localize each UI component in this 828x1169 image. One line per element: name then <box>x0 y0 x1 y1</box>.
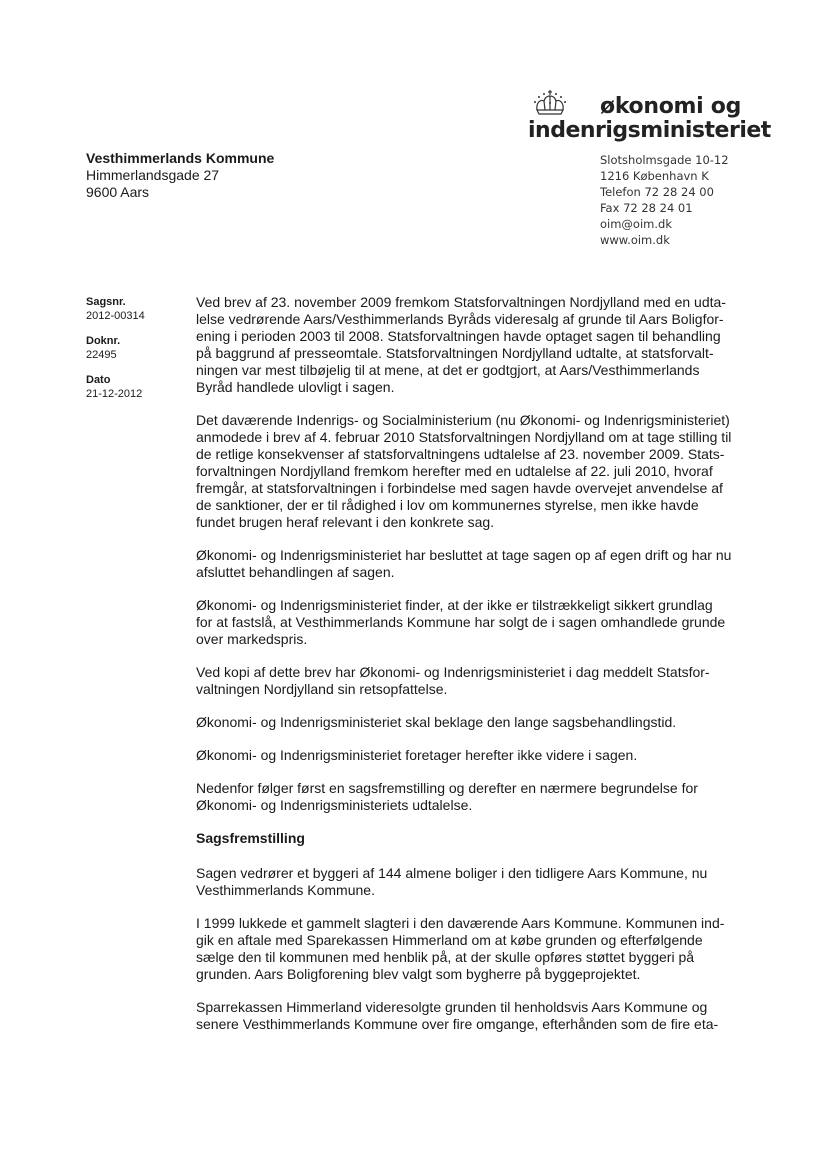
paragraph <box>196 999 736 1033</box>
text-line: valtningen Nordjylland sin retsopfattelse. <box>196 681 448 697</box>
logo-text-line1: økonomi og <box>600 94 742 119</box>
recipient-street: Himmerlandsgade 27 <box>86 167 220 183</box>
text-line: Økonomi- og Indenrigsministeriet foretager herefter ikke videre i sagen. <box>196 747 638 763</box>
section-heading: Sagsfremstilling <box>196 830 305 846</box>
text-line: grunden. Aars Boligforening blev valgt som bygherre på byggeprojektet. <box>196 966 641 982</box>
text-line: de sanktioner, der er til rådighed i lov om kommunernes styrelse, men ikke havde <box>196 497 699 513</box>
recipient-name: Vesthimmerlands Kommune <box>86 150 275 166</box>
text-line: over markedspris. <box>196 631 308 647</box>
logo-text-line2: indenrigsministeriet <box>528 118 771 143</box>
text-line: de retlige konsekvenser af statsforvaltningens udtalelse af 23. november 2009. Stats- <box>196 446 725 462</box>
sender-phone: Telefon 72 28 24 00 <box>600 185 714 199</box>
sender-fax: Fax 72 28 24 01 <box>600 201 693 215</box>
paragraph <box>196 547 736 581</box>
text-line: Sparrekassen Himmerland videresolgte grunden til henholdsvis Aars Kommune og <box>196 999 708 1015</box>
paragraph <box>196 714 736 731</box>
text-line: sælge den til kommunen med henblik på, at der skulle opføres støttet byggeri på <box>196 949 695 965</box>
text-line: Sagen vedrører et byggeri af 144 almene boliger i den tidligere Aars Kommune, nu <box>196 865 708 881</box>
sender-line: Slotsholmsgade 10-12 <box>600 153 729 167</box>
text-line: I 1999 lukkede et gammelt slagteri i den daværende Aars Kommune. Kommunen ind- <box>196 915 725 931</box>
text-line: lelse vedrørende Aars/Vesthimmerlands Byråds videresalg af grunde til Aars Boligfor- <box>196 311 724 327</box>
text-line: på baggrund af presseomtale. Statsforvaltningen Nordjylland udtalte, at statsforvalt- <box>196 345 714 361</box>
text-line: Økonomi- og Indenrigsministeriet finder, at der ikke er tilstrækkeligt sikkert grundlag <box>196 597 713 613</box>
text-line: fremgår, at statsforvaltningen i forbindelse med sagen havde overvejet anvendelse af <box>196 480 723 496</box>
text-line: fundet brugen heraf relevant i den konkrete sag. <box>196 514 495 530</box>
sender-website: www.oim.dk <box>600 233 670 247</box>
text-line: afsluttet behandlingen af sagen. <box>196 564 395 580</box>
crown-icon <box>532 88 568 118</box>
text-line: gik en aftale med Sparekassen Himmerland om at købe grunden og efterfølgende <box>196 932 703 948</box>
paragraph <box>196 915 736 983</box>
dato-value: 21-12-2012 <box>86 388 143 400</box>
text-line: anmodede i brev af 4. februar 2010 Statsforvaltningen Nordjylland om at tage stilling til <box>196 429 732 445</box>
text-line: senere Vesthimmerlands Kommune over fire omgange, efterhånden som de fire eta- <box>196 1016 719 1032</box>
text-line: Økonomi- og Indenrigsministeriets udtalelse. <box>196 797 473 813</box>
text-line: ningen var mest tilbøjelig til at mene, at det er godtgjort, at Aars/Vesthimmerlands <box>196 362 700 378</box>
recipient-address <box>86 150 274 201</box>
recipient-city: 9600 Aars <box>86 184 150 200</box>
text-line: Økonomi- og Indenrigsministeriet skal beklage den lange sagsbehandlingstid. <box>196 714 677 730</box>
paragraph <box>196 597 736 648</box>
text-line: Byråd handlede ulovligt i sagen. <box>196 379 395 395</box>
text-line: Nedenfor følger først en sagsfremstilling og derefter en nærmere begrundelse for <box>196 780 698 796</box>
text-line: ening i perioden 2003 til 2008. Statsforvaltningen havde optaget sagen til behandling <box>196 328 721 344</box>
text-line: Økonomi- og Indenrigsministeriet har besluttet at tage sagen op af egen drift og har nu <box>196 547 732 563</box>
paragraph <box>196 294 736 396</box>
sender-email: oim@oim.dk <box>600 217 672 231</box>
sagsnr-value: 2012-00314 <box>86 310 145 322</box>
text-line: forvaltningen Nordjylland fremkom herefter med en udtalelse af 22. juli 2010, hvoraf <box>196 463 713 479</box>
paragraph <box>196 664 736 698</box>
text-line: Det daværende Indenrigs- og Socialministerium (nu Økonomi- og Indenrigsministeriet) <box>196 412 730 428</box>
paragraph <box>196 865 736 899</box>
doknr-value: 22495 <box>86 349 117 361</box>
doknr-label: Doknr. <box>86 335 121 347</box>
dato-label: Dato <box>86 374 111 386</box>
sender-line: 1216 København K <box>600 169 709 183</box>
letter-body <box>196 294 736 1049</box>
case-metadata <box>86 296 145 413</box>
sender-address <box>600 152 729 248</box>
paragraph <box>196 780 736 814</box>
text-line: Ved brev af 23. november 2009 fremkom Statsforvaltningen Nordjylland med en udta- <box>196 294 726 310</box>
sagsnr-label: Sagsnr. <box>86 296 126 308</box>
text-line: Ved kopi af dette brev har Økonomi- og Indenrigsministeriet i dag meddelt Statsfor- <box>196 664 710 680</box>
text-line: for at fastslå, at Vesthimmerlands Kommune har solgt de i sagen omhandlede grunde <box>196 614 726 630</box>
text-line: Vesthimmerlands Kommune. <box>196 882 375 898</box>
paragraph <box>196 412 736 531</box>
paragraph <box>196 747 736 764</box>
